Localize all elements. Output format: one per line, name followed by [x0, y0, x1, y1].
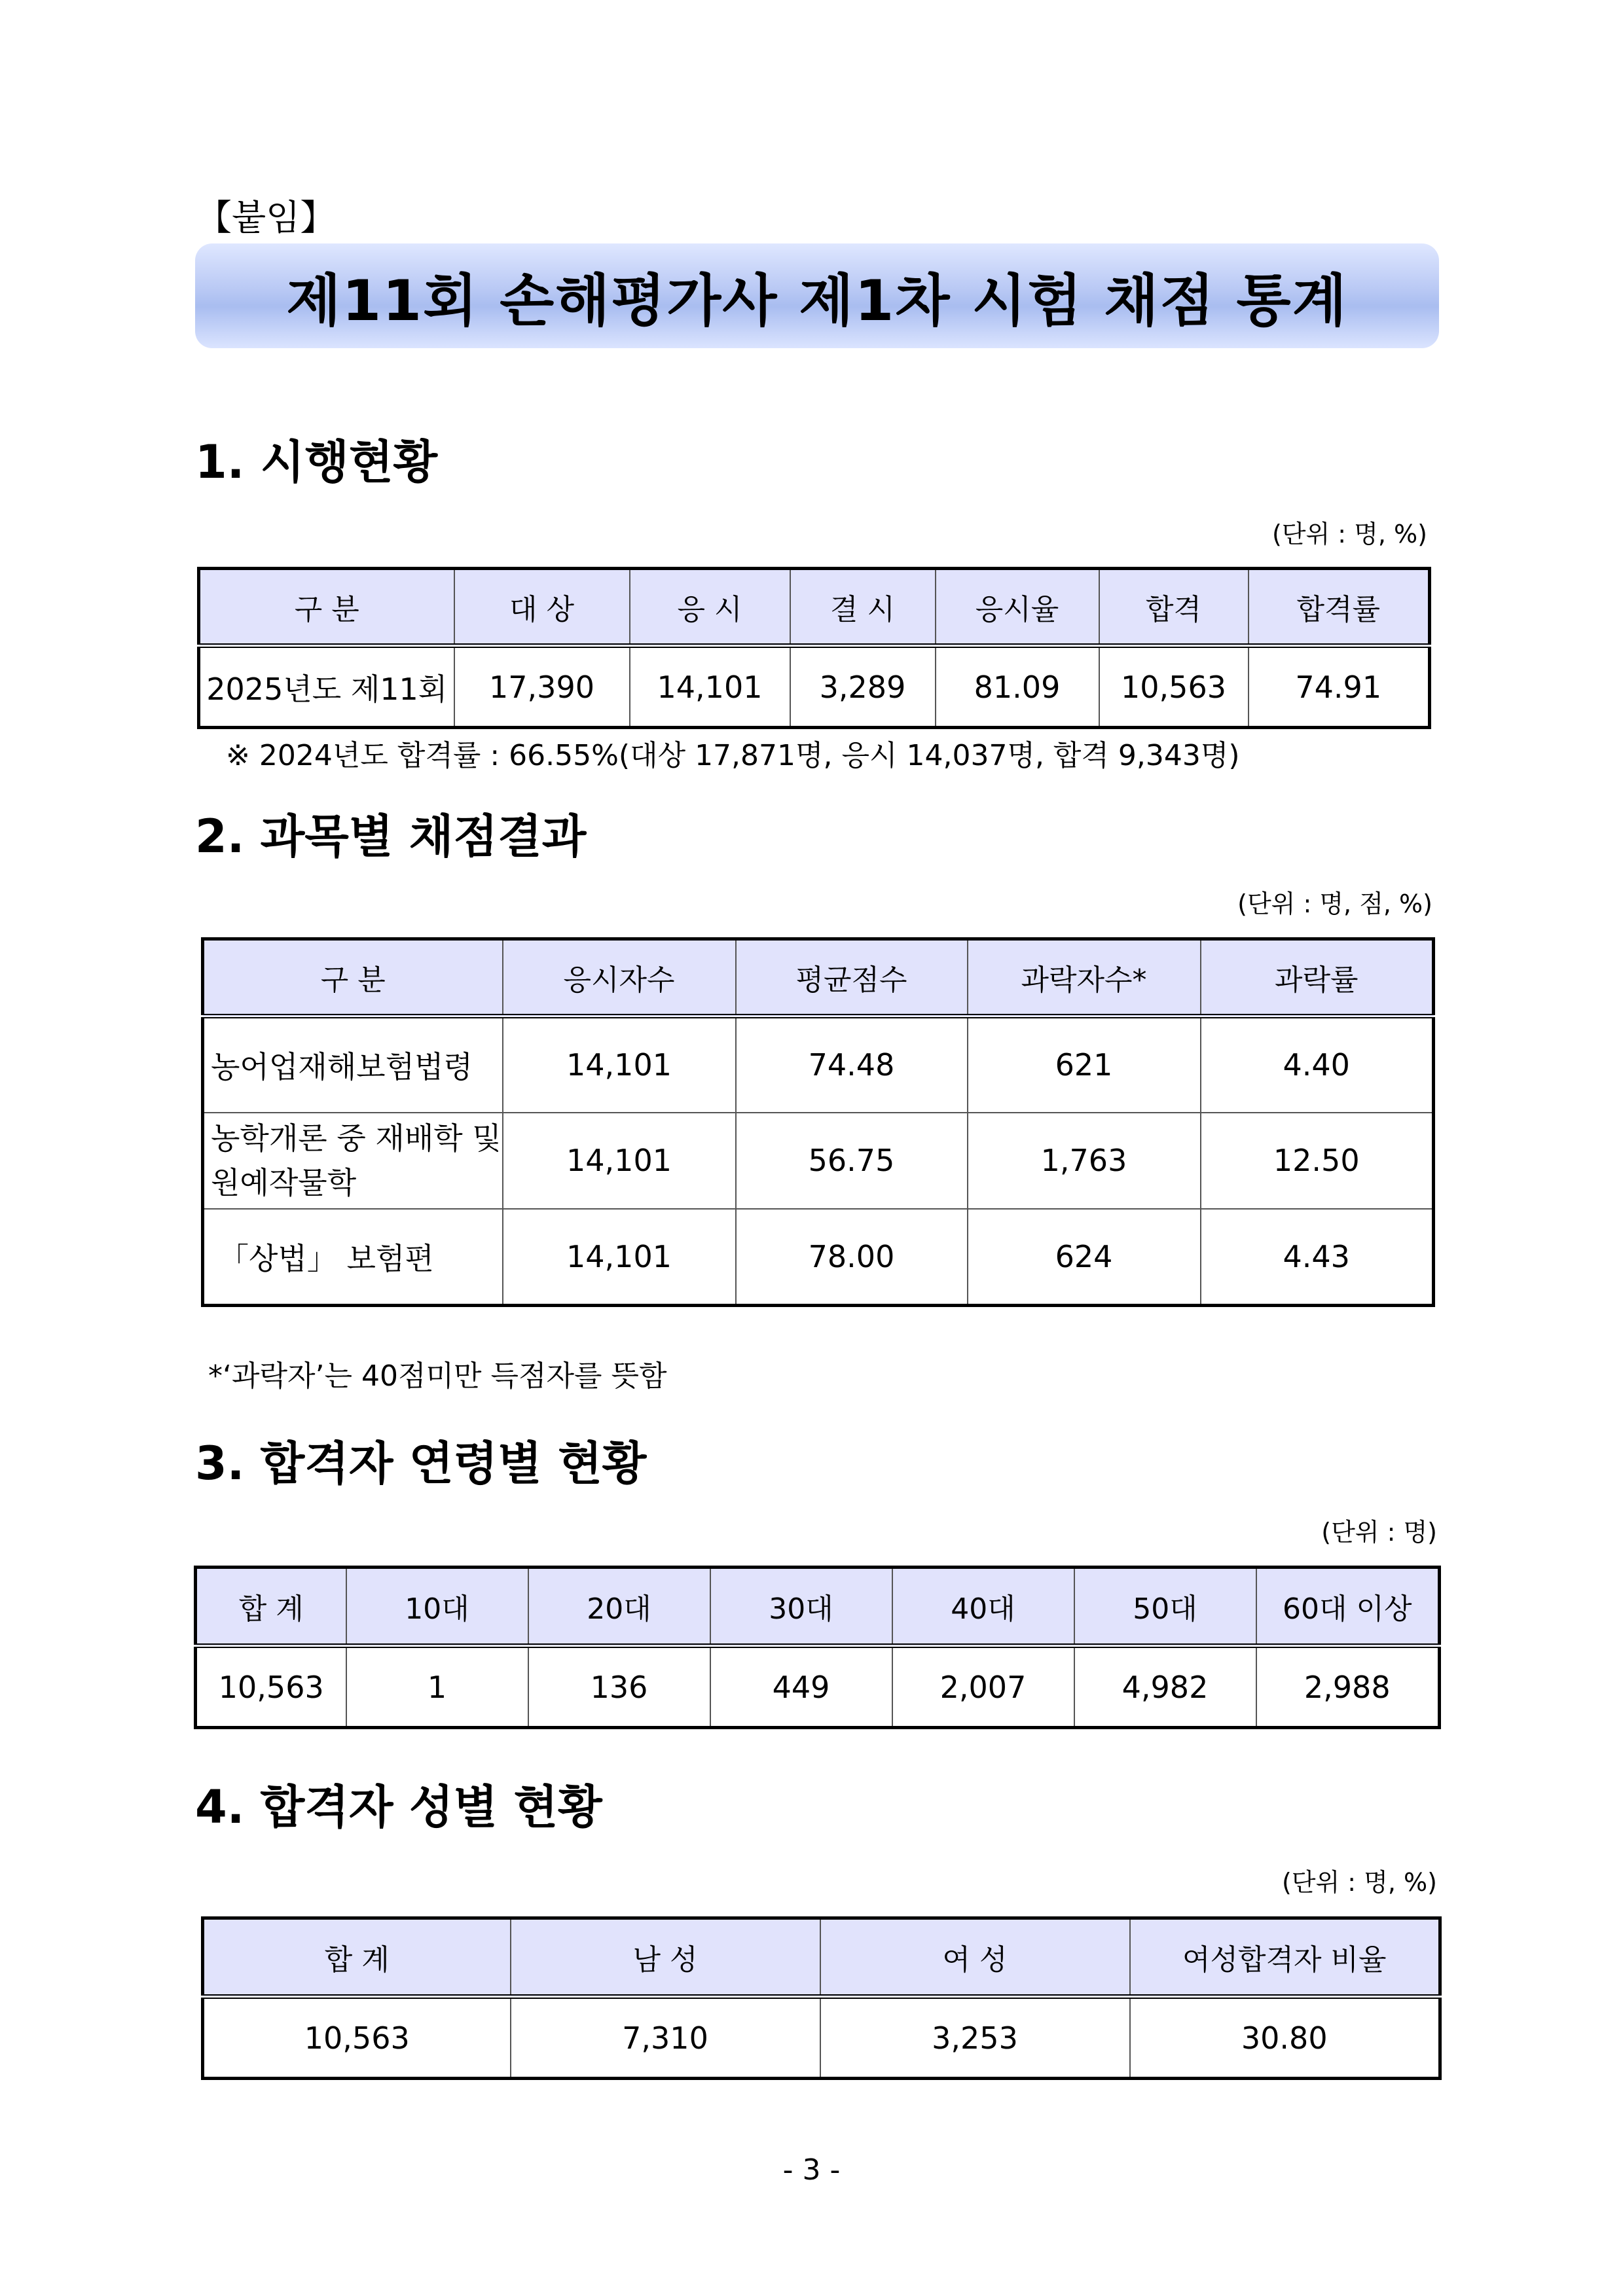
cell-average: 56.75 — [736, 1113, 968, 1209]
cell-female: 3,253 — [820, 1997, 1130, 2079]
cell-age-20s: 136 — [528, 1646, 710, 1728]
section-heading-status: 1. 시행현황 — [195, 435, 438, 489]
header-examinees: 응시자수 — [503, 939, 736, 1016]
cell-examinees: 14,101 — [503, 1113, 736, 1209]
header-pass-rate: 합격률 — [1249, 569, 1430, 646]
cell-fail-rate: 4.43 — [1201, 1209, 1434, 1305]
header-age-40s: 40대 — [892, 1568, 1074, 1646]
status-table — [197, 567, 1431, 729]
table-row — [199, 646, 1430, 728]
cell-fail-count: 621 — [968, 1016, 1201, 1113]
header-total: 합 계 — [203, 1918, 511, 1997]
cell-fail-count: 1,763 — [968, 1113, 1201, 1209]
cell-passed: 10,563 — [1099, 646, 1249, 728]
header-passed: 합격 — [1099, 569, 1249, 646]
cell-examinees: 14,101 — [503, 1016, 736, 1113]
table-row — [203, 1209, 1434, 1305]
table-row — [203, 1016, 1434, 1113]
cell-average: 74.48 — [736, 1016, 968, 1113]
cell-average: 78.00 — [736, 1209, 968, 1305]
header-age-20s: 20대 — [528, 1568, 710, 1646]
cell-subject: 「상법」 보험편 — [203, 1209, 503, 1305]
cell-fail-rate: 4.40 — [1201, 1016, 1434, 1113]
header-category: 구 분 — [199, 569, 454, 646]
page-number: - 3 - — [782, 2153, 841, 2187]
header-age-10s: 10대 — [346, 1568, 528, 1646]
header-age-60-plus: 60대 이상 — [1256, 1568, 1440, 1646]
section-heading-gender: 4. 합격자 성별 현황 — [195, 1780, 602, 1834]
cell-total: 10,563 — [196, 1646, 346, 1728]
cell-fail-rate: 12.50 — [1201, 1113, 1434, 1209]
cell-applied: 14,101 — [630, 646, 790, 728]
cell-age-40s: 2,007 — [892, 1646, 1074, 1728]
age-table — [194, 1566, 1441, 1729]
header-subject: 구 분 — [203, 939, 503, 1016]
cell-age-10s: 1 — [346, 1646, 528, 1728]
cell-target: 17,390 — [454, 646, 630, 728]
header-age-50s: 50대 — [1074, 1568, 1256, 1646]
header-target: 대 상 — [454, 569, 630, 646]
table-row — [203, 1113, 1434, 1209]
header-applied: 응 시 — [630, 569, 790, 646]
header-male: 남 성 — [511, 1918, 820, 1997]
section-heading-subjects: 2. 과목별 채점결과 — [195, 810, 587, 863]
header-fail-rate: 과락률 — [1201, 939, 1434, 1016]
cell-subject: 농어업재해보험법령 — [203, 1016, 503, 1113]
header-age-30s: 30대 — [710, 1568, 892, 1646]
unit-label: (단위 : 명, %) — [1281, 1868, 1437, 1897]
header-female: 여 성 — [820, 1918, 1130, 1997]
cell-total: 10,563 — [203, 1997, 511, 2079]
subject-results-table — [201, 937, 1435, 1307]
header-fail-count: 과락자수* — [968, 939, 1201, 1016]
cell-subject: 농학개론 중 재배학 및 원예작물학 — [203, 1113, 503, 1209]
footnote: *‘과락자’는 40점미만 득점자를 뜻함 — [208, 1359, 667, 1393]
header-apply-rate: 응시율 — [936, 569, 1099, 646]
cell-female-ratio: 30.80 — [1130, 1997, 1440, 2079]
cell-category: 2025년도 제11회 — [199, 646, 454, 728]
cell-absent: 3,289 — [790, 646, 936, 728]
section-heading-age: 3. 합격자 연령별 현황 — [195, 1437, 647, 1490]
previous-year-note: ※ 2024년도 합격률 : 66.55%(대상 17,871명, 응시 14,037명, 합격 9,343명) — [226, 739, 1240, 772]
cell-age-30s: 449 — [710, 1646, 892, 1728]
unit-label: (단위 : 명, %) — [1271, 520, 1427, 548]
header-total: 합 계 — [196, 1568, 346, 1646]
cell-apply-rate: 81.09 — [936, 646, 1099, 728]
table-row — [196, 1646, 1440, 1728]
cell-male: 7,310 — [511, 1997, 820, 2079]
header-average: 평균점수 — [736, 939, 968, 1016]
unit-label: (단위 : 명, 점, %) — [1237, 889, 1432, 918]
cell-age-50s: 4,982 — [1074, 1646, 1256, 1728]
header-female-ratio: 여성합격자 비율 — [1130, 1918, 1440, 1997]
page-title: 제11회 손해평가사 제1차 시험 채점 통계 — [195, 243, 1439, 348]
table-row — [203, 1997, 1440, 2079]
cell-pass-rate: 74.91 — [1249, 646, 1430, 728]
header-absent: 결 시 — [790, 569, 936, 646]
cell-age-60-plus: 2,988 — [1256, 1646, 1440, 1728]
attachment-label: 【붙임】 — [196, 197, 336, 238]
unit-label: (단위 : 명) — [1321, 1518, 1437, 1547]
cell-examinees: 14,101 — [503, 1209, 736, 1305]
gender-table — [201, 1916, 1442, 2080]
cell-fail-count: 624 — [968, 1209, 1201, 1305]
